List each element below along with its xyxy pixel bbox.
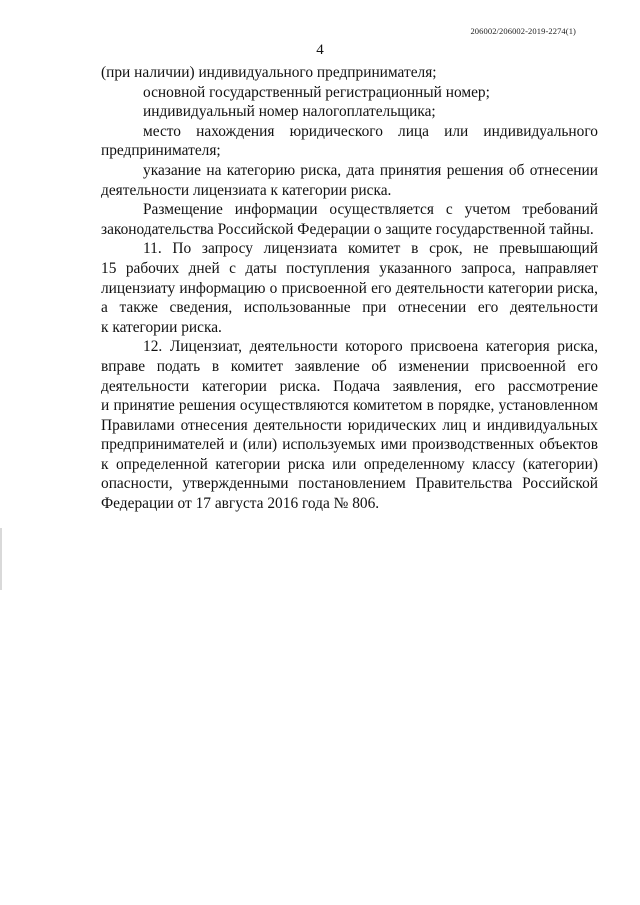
text-line: Размещение информации осуществляется с учетом требований bbox=[143, 201, 598, 219]
text-line: к определенной категории риска или определенному классу (категории) bbox=[101, 455, 598, 473]
text-line: основной государственный регистрационный номер; bbox=[143, 83, 490, 101]
text-line: Федерации от 17 августа 2016 года № 806. bbox=[101, 495, 380, 513]
text-line: деятельности лицензиата к категории риска. bbox=[101, 181, 392, 199]
document-id: 206002/206002-2019-2274(1) bbox=[470, 26, 576, 36]
text-line: 12. Лицензиат, деятельности которого присвоена категория риска, bbox=[143, 338, 598, 356]
text-line: к категории риска. bbox=[101, 318, 222, 336]
text-line: опасности, утвержденными постановлением Правительства Российской bbox=[101, 475, 598, 493]
text-line: а также сведения, использованные при отнесении его деятельности bbox=[101, 299, 598, 317]
text-line: вправе подать в комитет заявление об изменении присвоенной его bbox=[101, 357, 598, 375]
page-number: 4 bbox=[316, 42, 324, 58]
text-line: деятельности категории риска. Подача заявления, его рассмотрение bbox=[101, 377, 598, 395]
text-line: предпринимателей и (или) используемых ими производственных объектов bbox=[101, 436, 598, 454]
text-line: и принятие решения осуществляются комитетом в порядке, установленном bbox=[101, 397, 598, 415]
text-line: индивидуальный номер налогоплательщика; bbox=[143, 103, 436, 121]
text-line: лицензиату информацию о присвоенной его деятельности категории риска, bbox=[101, 279, 598, 297]
body-text bbox=[101, 63, 598, 514]
scan-margin-mark bbox=[0, 528, 2, 590]
text-line: место нахождения юридического лица или индивидуального bbox=[143, 122, 598, 140]
text-line: Правилами отнесения деятельности юридических лиц и индивидуальных bbox=[101, 416, 598, 434]
text-line: 11. По запросу лицензиата комитет в срок, не превышающий bbox=[143, 240, 598, 258]
text-line: предпринимателя; bbox=[101, 142, 221, 160]
text-line: законодательства Российской Федерации о защите государственной тайны. bbox=[101, 220, 594, 238]
text-line: (при наличии) индивидуального предпринимателя; bbox=[101, 64, 437, 81]
text-line: 15 рабочих дней с даты поступления указанного запроса, направляет bbox=[101, 259, 598, 277]
text-line: указание на категорию риска, дата принятия решения об отнесении bbox=[143, 161, 598, 179]
